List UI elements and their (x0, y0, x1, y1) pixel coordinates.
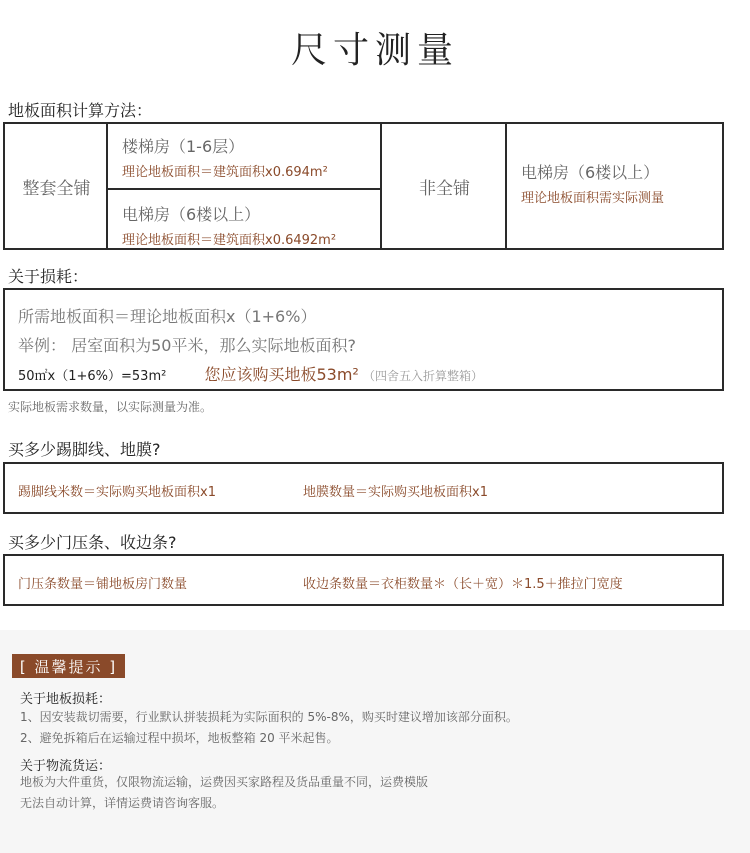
skirting-box (3, 462, 724, 514)
stair-house-cell (108, 124, 384, 188)
tips-shipping-line-2: 无法自动计算，详情运费请咨询客服。 (20, 796, 225, 810)
full-pave-cell: 整套全铺 (22, 178, 91, 199)
tips-loss-item-1: 1、因安装裁切需要，行业默认拼装损耗为实际面积的 5%-8%，购买时建议增加该部分面积。 (20, 710, 518, 724)
tips-header: [ 温馨提示 ] (12, 654, 125, 678)
elevator-partial-title: 电梯房（6楼以上） (521, 163, 660, 182)
tips-shipping-line-1: 地板为大件重货，仅限物流运输，运费因买家路程及货品重量不同，运费模版 (20, 775, 429, 789)
skirting-section-label: 买多少踢脚线、地膜? (8, 440, 161, 459)
skirting-formula: 踢脚线米数＝实际购买地板面积x1 (18, 485, 216, 500)
area-calc-table (3, 122, 724, 250)
elevator-house-title: 电梯房（6楼以上） (122, 205, 261, 224)
tips-area (0, 630, 750, 853)
loss-calc-row (18, 362, 722, 385)
area-section-label: 地板面积计算方法： (8, 101, 153, 120)
partial-pave-cell: 非全铺 (419, 178, 470, 199)
stair-house-formula: 理论地板面积＝建筑面积x0.694m² (122, 165, 328, 180)
loss-formula: 所需地板面积＝理论地板面积x（1+6%） (18, 307, 317, 326)
edge-strip-formula: 收边条数量＝衣柜数量＊（长＋宽）＊1.5＋推拉门宽度 (303, 577, 623, 592)
loss-box (3, 288, 724, 391)
threshold-section-label: 买多少门压条、收边条? (8, 533, 177, 552)
film-formula: 地膜数量＝实际购买地板面积x1 (303, 485, 488, 500)
loss-calc: 50㎡x（1+6%）=53m² (18, 369, 167, 384)
actual-measure-note: 实际地板需求数量，以实际测量为准。 (8, 400, 213, 414)
threshold-box (3, 554, 724, 606)
elevator-partial-formula: 理论地板面积需实际测量 (521, 191, 665, 206)
loss-section-label: 关于损耗： (8, 267, 89, 286)
stair-house-title: 楼梯房（1-6层） (122, 137, 245, 156)
threshold-formula: 门压条数量＝铺地板房门数量 (18, 577, 188, 592)
tips-loss-heading: 关于地板损耗： (20, 692, 112, 707)
loss-example: 举例： 居室面积为50平米，那么实际地板面积? (18, 336, 356, 355)
elevator-partial-cell (507, 124, 722, 248)
elevator-house-cell (108, 190, 384, 248)
loss-rounding-note: （四舍五入折算整箱） (363, 369, 484, 383)
page-title: 尺寸测量 (290, 30, 459, 71)
tips-shipping-heading: 关于物流货运： (20, 759, 112, 774)
loss-buy-amount: 您应该购买地板53m² (204, 365, 359, 384)
elevator-house-formula: 理论地板面积＝建筑面积x0.6492m² (122, 233, 337, 248)
tips-loss-item-2: 2、避免拆箱后在运输过程中损坏，地板整箱 20 平米起售。 (20, 731, 339, 745)
